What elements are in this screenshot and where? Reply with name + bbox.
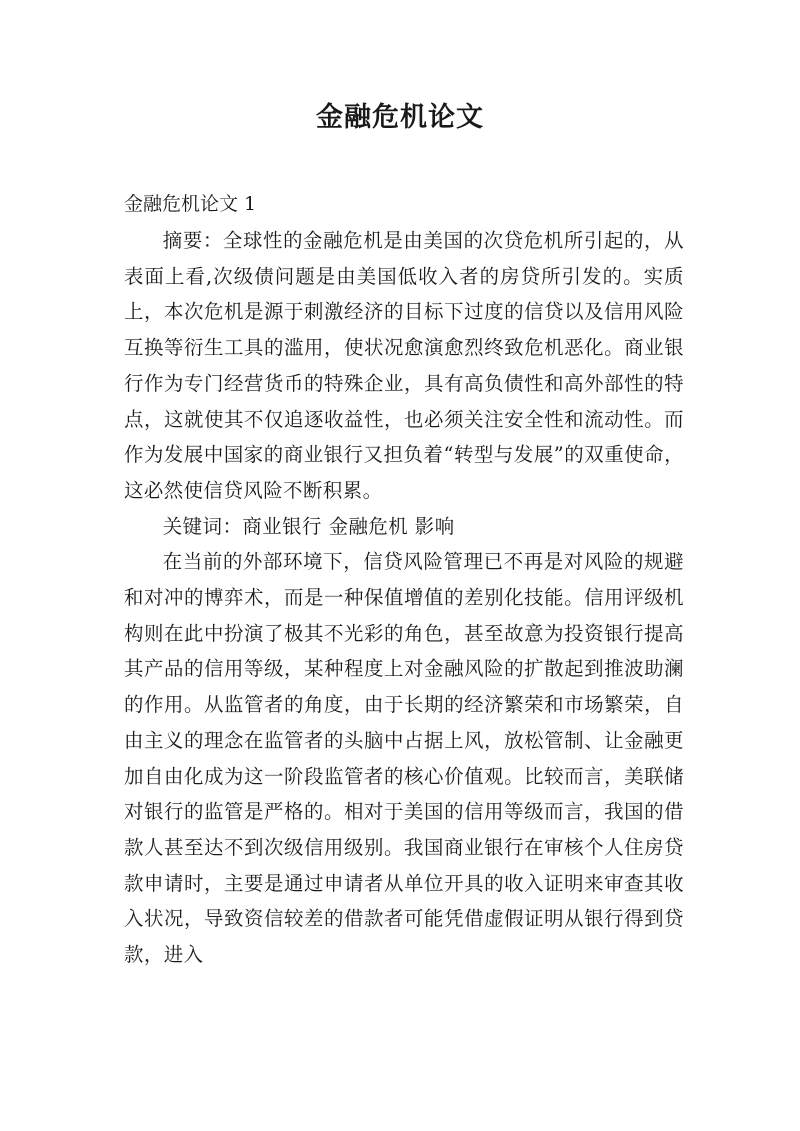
document-title: 金融危机论文 — [316, 102, 484, 133]
section-heading: 金融危机论文 1 — [124, 193, 257, 215]
body-paragraph: 在当前的外部环境下，信贷风险管理已不再是对风险的规避和对冲的博弈术，而是一种保值增值的差别化技能。信用评级机构则在此中扮演了极其不光彩的角色，甚至故意为投资银行提高其产品的信用等级，某种程度上对金融风险的扩散起到推波助澜的作用。从监管者的角度，由于长期的经济繁荣和市场繁荣，自由主义的理念在监管者的头脑中占据上风，放松管制、让金融更加自由化成为这一阶段监管者的核心价值观。比较而言，美联储对银行的监管是严格的。相对于美国的信用等级而言，我国的借款人甚至达不到次级信用级别。我国商业银行在审核个人住房贷款申请时，主要是通过申请者从单位开具的收入证明来审查其收入状况，导致资信较差的借款者可能凭借虚假证明从银行得到贷款，进入 — [124, 550, 684, 967]
abstract-paragraph: 摘要：全球性的金融危机是由美国的次贷危机所引起的，从表面上看,次级债问题是由美国低收入者的房贷所引发的。实质上，本次危机是源于刺激经济的目标下过度的信贷以及信用风险互换等衍生工具的滥用，使状况愈演愈烈终致危机恶化。商业银行作为专门经营货币的特殊企业，具有高负债性和高外部性的特点，这就使其不仅追逐收益性，也必须关注安全性和流动性。而作为发展中国家的商业银行又担负着“转型与发展”的双重使命，这必然使信贷风险不断积累。 — [124, 229, 684, 502]
document-body — [124, 223, 684, 973]
keywords-paragraph: 关键词：商业银行 金融危机 影响 — [162, 514, 455, 538]
